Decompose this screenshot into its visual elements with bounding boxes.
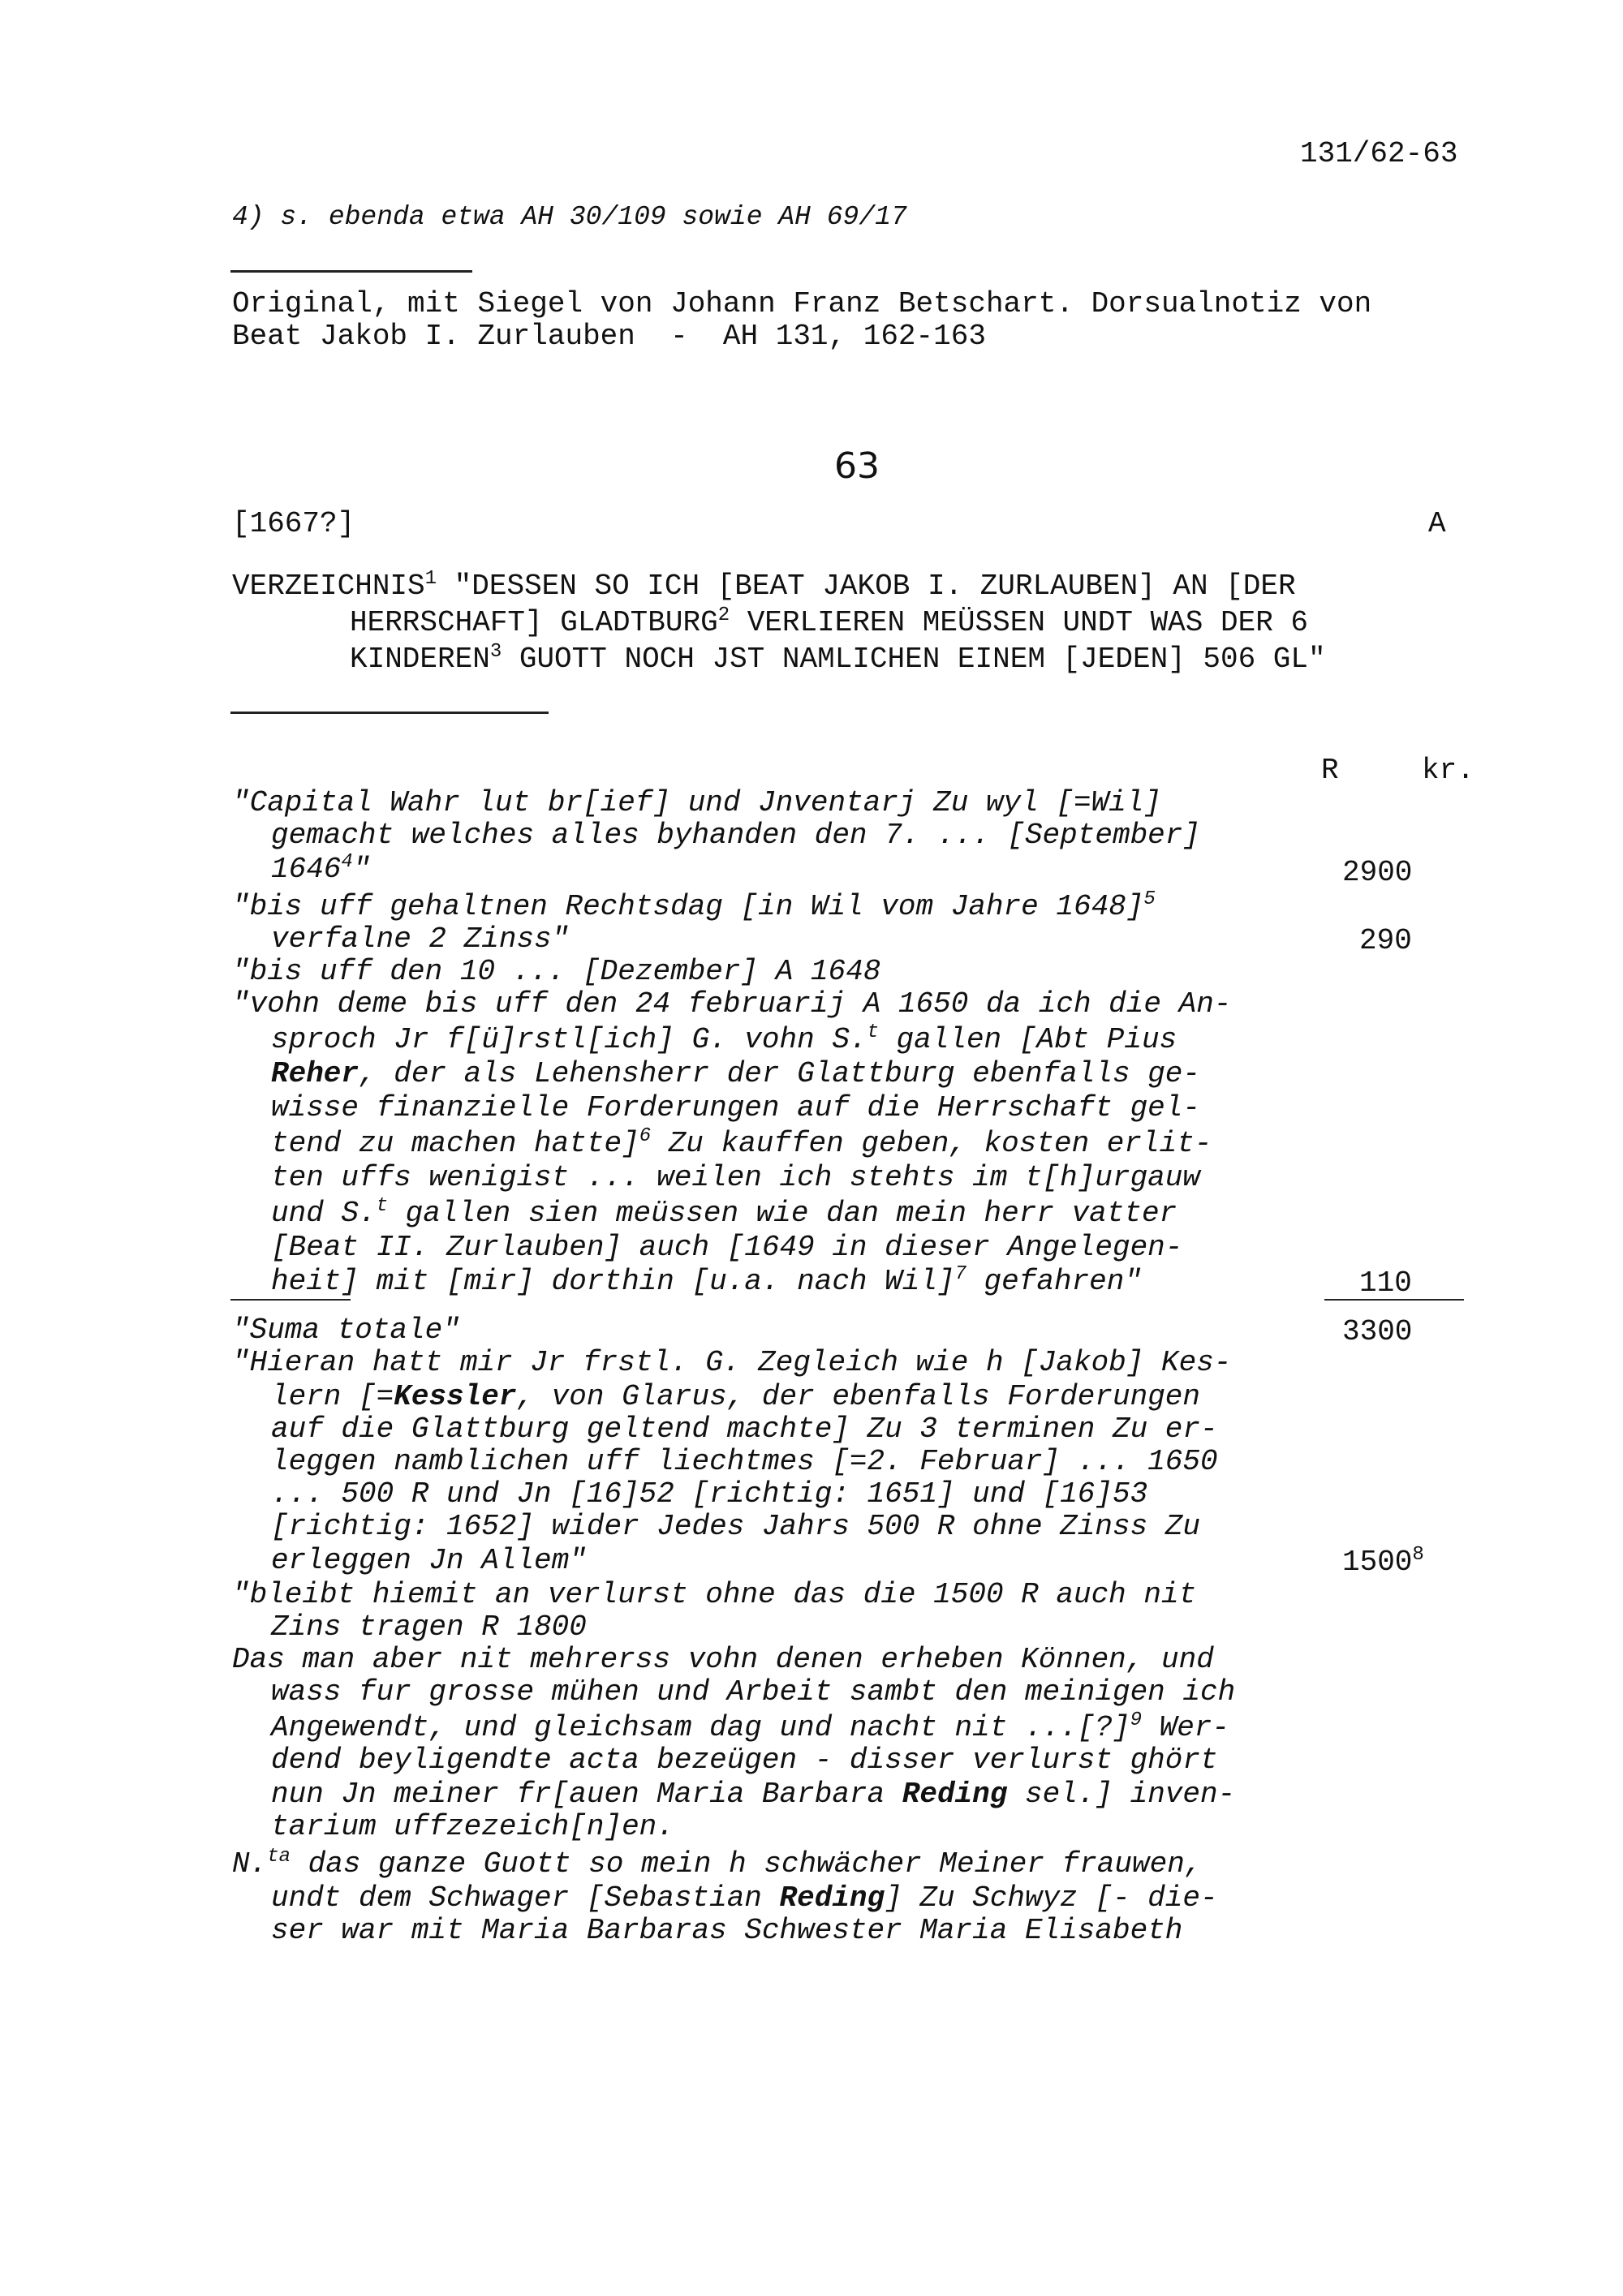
superscript: t <box>376 1195 389 1217</box>
entry-text: gallen sien meüssen wie dan mein herr vatter <box>388 1197 1177 1230</box>
amount: 290 <box>1359 924 1412 957</box>
person-name: Kessler <box>394 1380 517 1413</box>
amount <box>1342 1546 1424 1579</box>
entry-line: tarium uffzezeich[n]en. <box>271 1810 674 1843</box>
title-text: HERRSCHAFT] GLADTBURG <box>350 606 718 639</box>
entry-text: nun Jn meiner fr[auen Maria Barbara <box>271 1778 902 1811</box>
title-rule <box>230 712 549 714</box>
entry-text: , der als Lehensherr der Glattburg ebenfalls ge- <box>359 1057 1200 1090</box>
title-line-3 <box>232 641 1449 677</box>
title-text: VERZEICHNIS <box>232 570 425 603</box>
entry-line: ser war mit Maria Barbaras Schwester Maria Elisabeth <box>271 1914 1183 1947</box>
source-note-line1: Original, mit Siegel von Johann Franz Betschart. Dorsualnotiz von <box>232 287 1372 320</box>
title-line-2 <box>232 604 1449 641</box>
source-note-line2: Beat Jakob I. Zurlauben - AH 131, 162-163 <box>232 320 986 353</box>
entry-line <box>232 1882 1302 1915</box>
document-letter: A <box>1428 507 1446 540</box>
title-text: GUOTT NOCH JST NAMLICHEN EINEM [JEDEN] 506 GL" <box>502 643 1326 676</box>
entry-line: ... 500 R und Jn [16]52 [richtig: 1651] und [16]53 <box>271 1477 1148 1511</box>
entry-line <box>232 1709 1302 1744</box>
entry-line <box>232 1021 1302 1056</box>
entry-line: "Capital Wahr lut br[ief] und Jnventarj Zu wyl [=Wil] <box>232 786 1161 819</box>
entry-text: Wer- <box>1141 1711 1230 1744</box>
entry-line: auf die Glattburg geltend machte] Zu 3 terminen Zu er- <box>271 1412 1218 1446</box>
amount: 110 <box>1359 1266 1412 1300</box>
footnote-marker: 3 <box>489 641 502 663</box>
entry-line: wisse finanzielle Forderungen auf die Herrschaft gel- <box>271 1091 1200 1124</box>
entry-text: undt dem Schwager [Sebastian <box>271 1881 780 1915</box>
entry-text: tend zu machen hatte] <box>271 1127 639 1160</box>
entry-line <box>232 1848 1263 1881</box>
footnote-marker: 5 <box>1143 888 1156 910</box>
entry-line: "bis uff den 10 ... [Dezember] A 1648 <box>232 955 881 988</box>
superscript: t <box>867 1021 879 1043</box>
title-text: KINDEREN <box>350 643 490 676</box>
sum-rule-left <box>230 1299 351 1301</box>
entry-line <box>232 1778 1302 1811</box>
title-text: VERLIEREN MEÜSSEN UNDT WAS DER 6 <box>730 606 1309 639</box>
document-date: [1667?] <box>232 507 355 540</box>
entry-line: "bleibt hiemit an verlurst ohne das die 1500 R auch nit <box>232 1578 1197 1611</box>
entry-text: lern [= <box>271 1380 394 1413</box>
entry-line: ten uffs wenigist ... weilen ich stehts im t[h]urgauw <box>271 1161 1200 1194</box>
entry-line <box>232 853 1302 886</box>
amount: 2900 <box>1342 856 1413 889</box>
entry-text: , von Glarus, der ebenfalls Forderungen <box>516 1380 1201 1413</box>
entry-line <box>232 1058 1302 1090</box>
document-title <box>232 568 1449 677</box>
person-name: Reher <box>271 1057 359 1090</box>
superscript: ta <box>267 1846 291 1868</box>
entry-line: verfalne 2 Zinss" <box>271 922 570 956</box>
footnote-marker: 6 <box>639 1125 652 1147</box>
entry-line <box>232 1381 1302 1413</box>
entry-text: " <box>352 853 371 886</box>
amount-total: 3300 <box>1342 1315 1413 1348</box>
entry-text: Zu kauffen geben, kosten erlit- <box>651 1127 1212 1160</box>
entry-line <box>232 1197 1302 1230</box>
entry-line: [richtig: 1652] wider Jedes Jahrs 500 R ohne Zinss Zu <box>271 1510 1200 1543</box>
entry-text: N. <box>232 1847 268 1881</box>
entry-text: heit] mit [mir] dorthin [u.a. nach Wil] <box>271 1265 955 1298</box>
title-text: "DESSEN SO ICH [BEAT JAKOB I. ZURLAUBEN] AN [DER <box>437 570 1296 603</box>
person-name: Reding <box>779 1881 885 1915</box>
column-header-r: R <box>1321 754 1339 787</box>
column-header-kr: kr. <box>1422 754 1474 787</box>
entry-line <box>232 1263 1302 1298</box>
entry-line <box>232 888 1263 923</box>
footnote-marker: 8 <box>1412 1544 1424 1566</box>
entry-line: dend beyligendte acta bezeügen - disser verlurst ghört <box>271 1743 1218 1777</box>
entry-text: "bis uff gehaltnen Rechtsdag [in Wil vom Jahre 1648] <box>232 890 1144 923</box>
entry-line: "Hieran hatt mir Jr frstl. G. Zegleich wie h [Jakob] Kes- <box>232 1346 1232 1379</box>
footnote-marker: 7 <box>954 1263 966 1285</box>
entry-text: sel.] inven- <box>1007 1778 1236 1811</box>
footnote-marker: 9 <box>1130 1709 1142 1731</box>
footnote-marker: 4 <box>341 851 353 873</box>
entry-text: Angewendt, und gleichsam dag und nacht nit ...[?] <box>271 1711 1130 1744</box>
entry-line: "Suma totale" <box>232 1314 460 1347</box>
page-reference: 131/62-63 <box>1300 137 1458 170</box>
footnote-4: 4) s. ebenda etwa AH 30/109 sowie AH 69/17 <box>232 202 907 232</box>
entry-text: 1646 <box>271 853 342 886</box>
entry-line <box>232 1125 1302 1160</box>
footnote-marker: 2 <box>717 604 730 626</box>
entry-text: gefahren" <box>966 1265 1142 1298</box>
sum-rule-right <box>1324 1299 1464 1301</box>
person-name: Reding <box>902 1778 1008 1811</box>
entry-line: gemacht welches alles byhanden den 7. ... [September] <box>271 819 1200 852</box>
footnote-marker: 1 <box>424 568 437 590</box>
entry-line: wass fur grosse mühen und Arbeit sambt den meinigen ich <box>271 1675 1236 1709</box>
entry-line: leggen namblichen uff liechtmes [=2. Februar] ... 1650 <box>271 1445 1218 1478</box>
entry-line: Das man aber nit mehrerss vohn denen erheben Können, und <box>232 1643 1214 1676</box>
entry-text: ] Zu Schwyz [- die- <box>885 1881 1218 1915</box>
entry-line: Zins tragen R 1800 <box>271 1610 587 1644</box>
entry-text: das ganze Guott so mein h schwächer Meiner frauwen, <box>291 1847 1203 1881</box>
entry-text: sproch Jr f[ü]rstl[ich] G. vohn S. <box>271 1023 867 1056</box>
entry-line: "vohn deme bis uff den 24 februarij A 1650 da ich die An- <box>232 987 1232 1021</box>
entry-line: erleggen Jn Allem" <box>271 1544 587 1577</box>
footnote-rule <box>230 270 472 273</box>
title-line-1 <box>232 568 1449 604</box>
entry-text: und S. <box>271 1197 377 1230</box>
amount-value: 1500 <box>1342 1546 1413 1579</box>
entry-line: [Beat II. Zurlauben] auch [1649 in dieser Angelegen- <box>271 1231 1183 1264</box>
entry-text: gallen [Abt Pius <box>878 1023 1177 1056</box>
document-number: 63 <box>834 445 880 487</box>
